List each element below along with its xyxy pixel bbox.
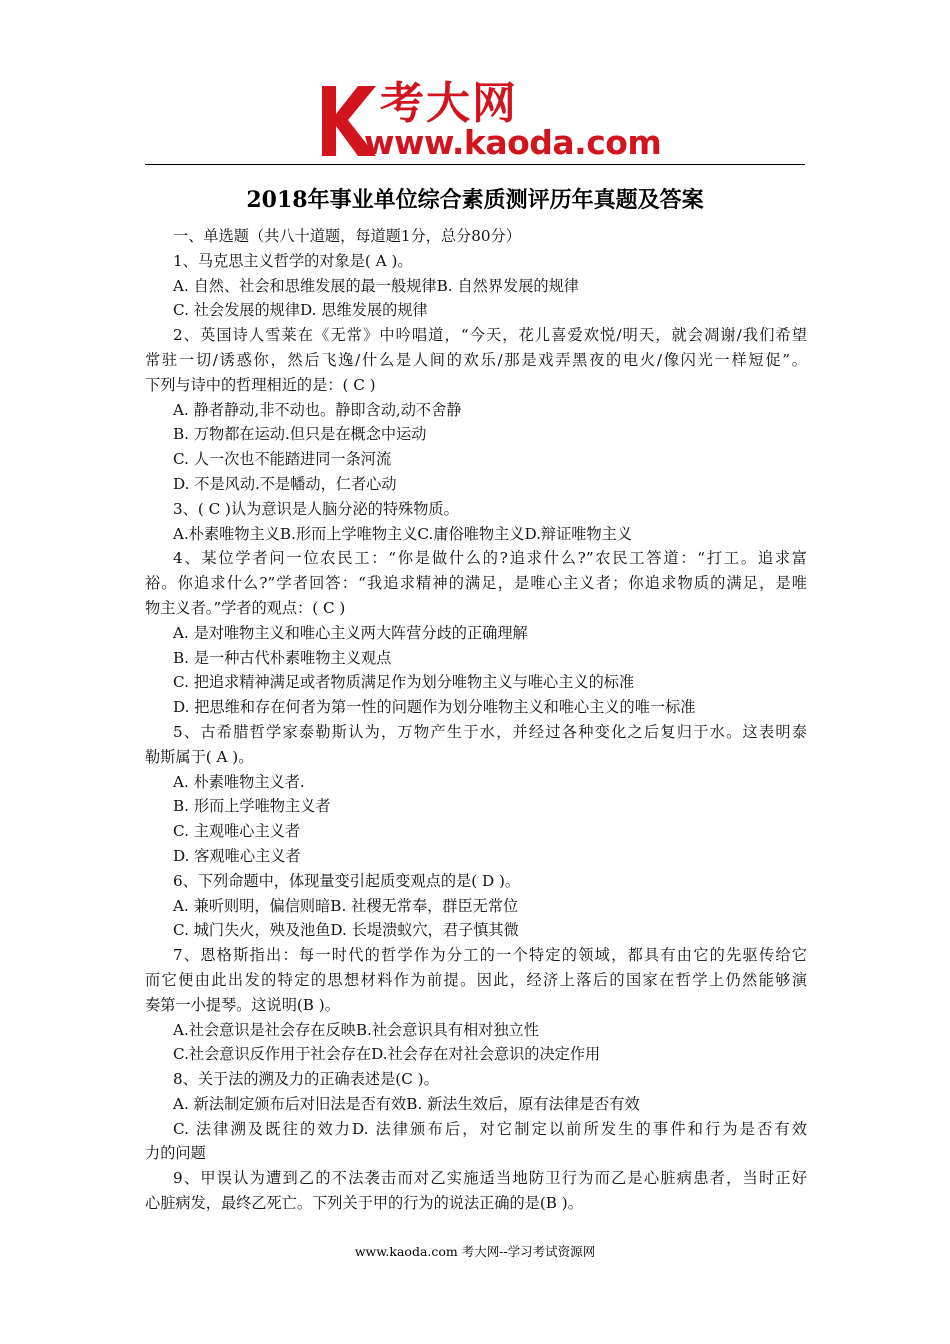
section-heading: 一、单选题（共八十道题，每道题1分，总分80分） (173, 227, 521, 245)
header-divider (145, 164, 805, 165)
option-text: C.社会意识反作用于社会存在D.社会存在对社会意识的决定作用 (173, 1045, 601, 1064)
option-text: A. 是对唯物主义和唯心主义两大阵营分歧的正确理解 (173, 623, 528, 642)
question-text: 8、关于法的溯及力的正确表述是(C )。 (173, 1070, 439, 1089)
option-text: D. 不是风动.不是幡动，仁者心动 (173, 474, 397, 493)
option-text: A. 朴素唯物主义者. (173, 772, 305, 791)
question-text: 6、下列命题中，体现量变引起质变观点的是( D )。 (173, 871, 521, 890)
option-text: A. 自然、社会和思维发展的最一般规律B. 自然界发展的规律 (173, 276, 579, 295)
question-text: 而它便由此出发的特定的思想材料作为前提。因此，经济上落后的国家在哲学上仍然能够演 (145, 970, 807, 989)
logo-url-text: www.kaoda.com (364, 123, 662, 162)
question-text: 常驻一切/诱惑你，然后飞逸/什么是人间的欢乐/那是戏弄黑夜的电火/像闪光一样短促”。 (145, 350, 807, 369)
option-text: C. 社会发展的规律D. 思维发展的规律 (173, 301, 428, 320)
question-text: 奏第一小提琴。这说明(B )。 (145, 995, 340, 1014)
exam-content (145, 224, 807, 1216)
question-text: 1、马克思主义哲学的对象是( A )。 (173, 251, 413, 270)
option-text: C. 把追求精神满足或者物质满足作为划分唯物主义与唯心主义的标准 (173, 673, 635, 692)
option-text: A. 静者静动,非不动也。静即含动,动不舍静 (173, 400, 462, 419)
option-text: D. 把思维和存在何者为第一性的问题作为划分唯物主义和唯心主义的唯一标准 (173, 698, 696, 717)
question-text: 4、某位学者问一位农民工：“你是做什么的?追求什么?”农民工答道：“打工。追求富 (173, 549, 807, 568)
question-text: 下列与诗中的哲理相近的是：( C ) (145, 375, 376, 394)
option-text: D. 客观唯心主义者 (173, 846, 301, 865)
option-text: A. 兼听则明，偏信则暗B. 社稷无常奉，群臣无常位 (173, 896, 519, 915)
option-text: 力的问题 (145, 1144, 206, 1163)
option-text: A. 新法制定颁布后对旧法是否有效B. 新法生效后，原有法律是否有效 (173, 1094, 640, 1113)
option-text: C. 主观唯心主义者 (173, 822, 301, 841)
option-text: B. 形而上学唯物主义者 (173, 797, 331, 816)
page-title: 2018年事业单位综合素质测评历年真题及答案 (246, 187, 704, 213)
question-text: 物主义者。”学者的观点：( C ) (145, 598, 346, 617)
option-text: B. 是一种古代朴素唯物主义观点 (173, 648, 392, 667)
question-text: 心脏病发，最终乙死亡。下列关于甲的行为的说法正确的是(B )。 (145, 1194, 583, 1213)
question-text: 3、( C )认为意识是人脑分泌的特殊物质。 (173, 499, 459, 518)
option-text: A.社会意识是社会存在反映B.社会意识具有相对独立性 (173, 1020, 539, 1039)
question-text: 裕。你追求什么?”学者回答：“我追求精神的满足，是唯心主义者；你追求物质的满足，是唯 (145, 574, 807, 593)
option-text: A.朴素唯物主义B.形而上学唯物主义C.庸俗唯物主义D.辩证唯物主义 (173, 524, 633, 543)
option-text: C. 法律溯及既往的效力D. 法律颁布后，对它制定以前所发生的事件和行为是否有效 (173, 1119, 807, 1138)
question-text: 2、英国诗人雪莱在《无常》中吟唱道，“今天，花儿喜爱欢悦/明天，就会凋谢/我们希望 (173, 326, 807, 345)
question-text: 9、甲误认为遭到乙的不法袭击而对乙实施适当地防卫行为而乙是心脏病患者，当时正好 (173, 1169, 807, 1188)
option-text: C. 城门失火，殃及池鱼D. 长堤溃蚁穴，君子慎其微 (173, 921, 519, 940)
option-text: B. 万物都在运动.但只是在概念中运动 (173, 425, 427, 444)
option-text: C. 人一次也不能踏进同一条河流 (173, 450, 392, 469)
question-text: 5、古希腊哲学家泰勒斯认为，万物产生于水，并经过各种变化之后复归于水。这表明泰 (173, 722, 807, 741)
kaoda-logo (318, 78, 662, 162)
question-text: 7、恩格斯指出：每一时代的哲学作为分工的一个特定的领域，都具有由它的先驱传给它 (173, 946, 807, 965)
logo-brand-text: 考大网 (380, 78, 518, 129)
page-footer: www.kaoda.com 考大网--学习考试资源网 (354, 1244, 596, 1259)
question-text: 勒斯属于( A )。 (145, 747, 254, 766)
